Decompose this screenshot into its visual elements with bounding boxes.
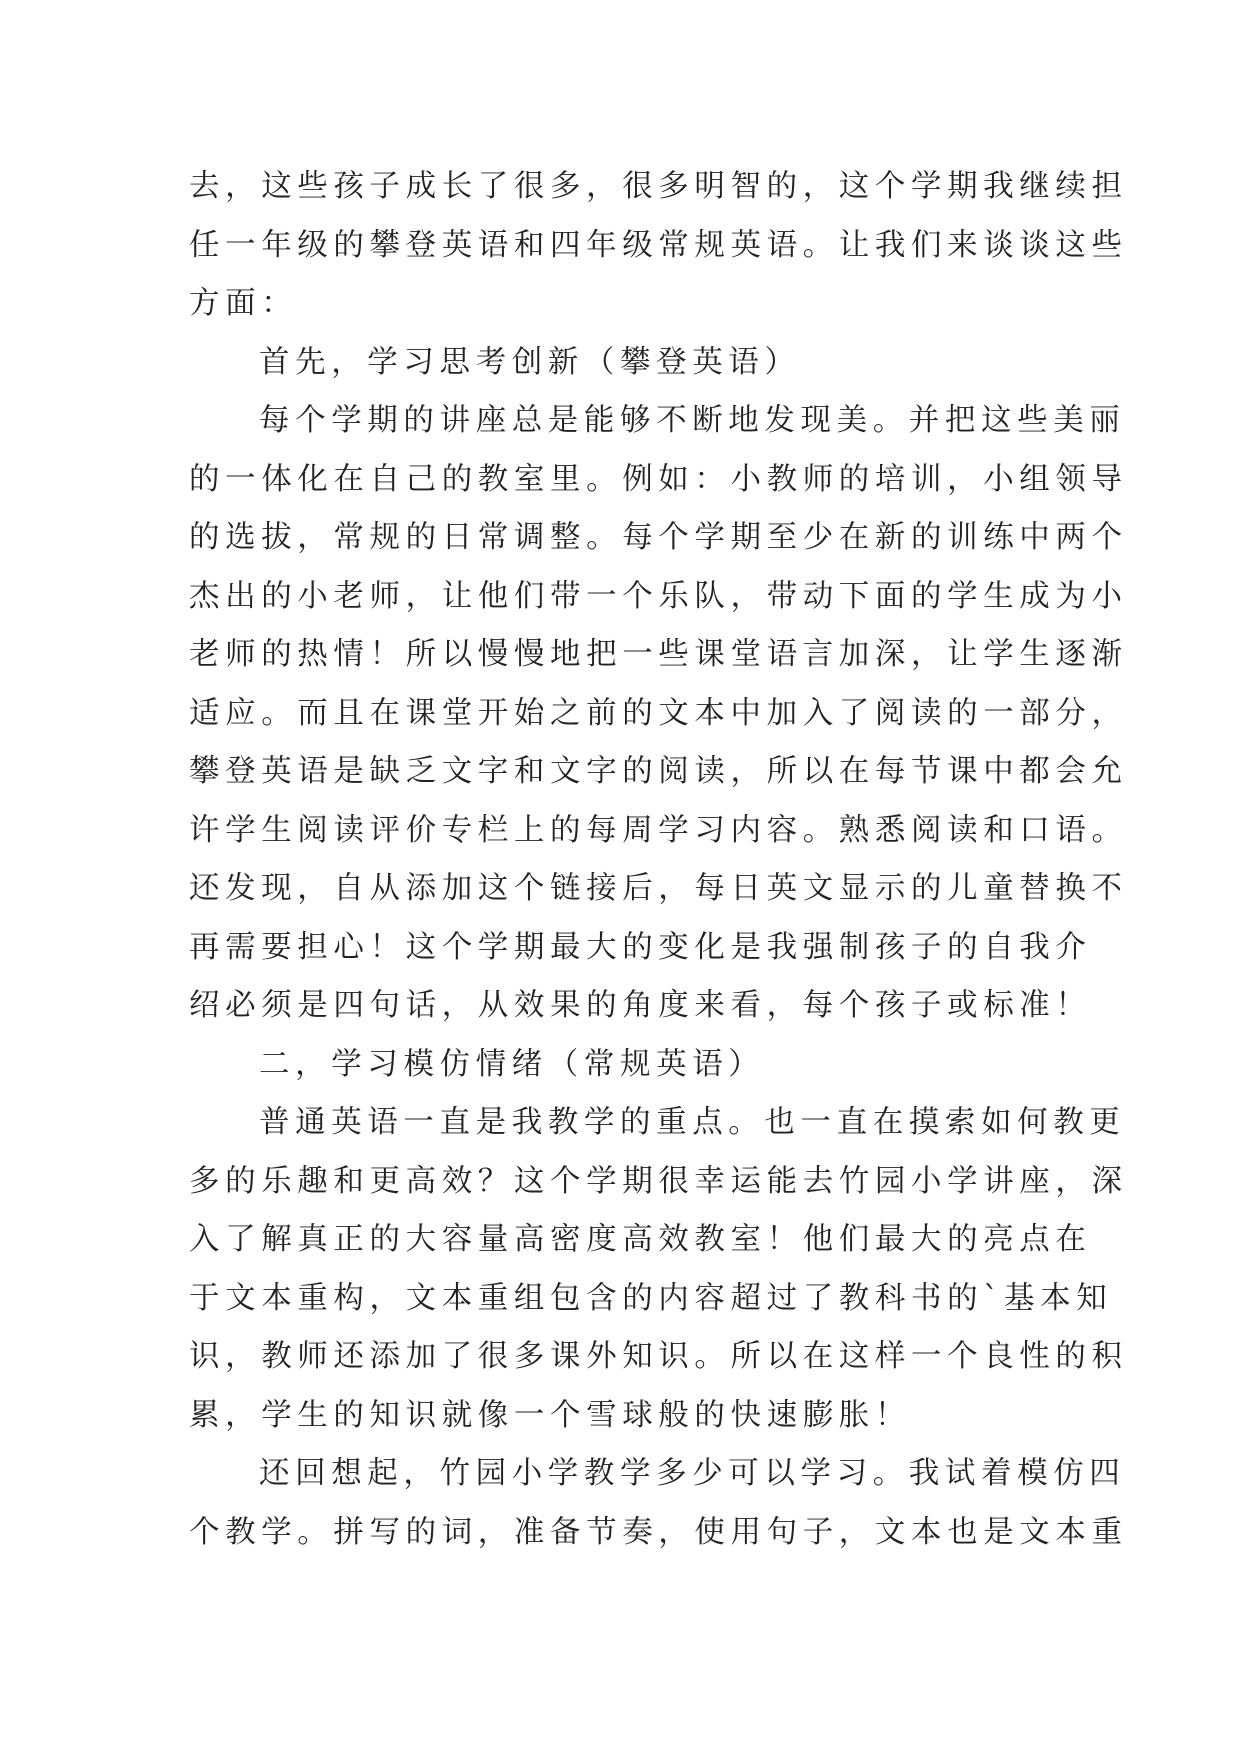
text-line: 攀登英语是缺乏文字和文字的阅读，所以在每节课中都会允 <box>189 754 1128 789</box>
text-line: 再需要担心！这个学期最大的变化是我强制孩子的自我介 <box>189 929 1092 965</box>
text-line: 去，这些孩子成长了很多，很多明智的，这个学期我继续担 <box>189 169 1128 204</box>
text-line: 入了解真正的大容量高密度高效教室！他们最大的亮点在 <box>189 1222 1092 1257</box>
text-line: 老师的热情！所以慢慢地把一些课堂语言加深，让学生逐渐 <box>189 637 1128 672</box>
text-line: 多的乐趣和更高效？这个学期很幸运能去竹园小学讲座，深 <box>189 1163 1128 1199</box>
text-line: 还发现，自从添加这个链接后，每日英文显示的儿童替换不 <box>189 871 1128 906</box>
text-line: 每个学期的讲座总是能够不断地发现美。并把这些美丽 <box>259 403 1126 438</box>
text-line: 方面： <box>189 286 298 321</box>
text-line: 于文本重构，文本重组包含的内容超过了教科书的`基本知 <box>189 1280 1113 1316</box>
text-line: 杰出的小老师，让他们带一个乐队，带动下面的学生成为小 <box>189 578 1128 614</box>
text-line: 的选拔，常规的日常调整。每个学期至少在新的训练中两个 <box>189 520 1128 555</box>
text-line: 适应。而且在课堂开始之前的文本中加入了阅读的一部分， <box>189 695 1128 731</box>
section-heading-second: 二，学习模仿情绪（常规英语） <box>259 1046 765 1082</box>
document-body <box>189 158 1128 1562</box>
text-line: 许学生阅读评价专栏上的每周学习内容。熟悉阅读和口语。 <box>189 812 1128 848</box>
section-heading-first: 首先，学习思考创新（攀登英语） <box>259 344 801 380</box>
text-line: 个教学。拼写的词，准备节奏，使用句子，文本也是文本重 <box>189 1514 1128 1550</box>
text-line: 普通英语一直是我教学的重点。也一直在摸索如何教更 <box>259 1105 1126 1140</box>
text-line: 还回想起，竹园小学教学多少可以学习。我试着模仿四 <box>259 1456 1126 1491</box>
text-line: 识，教师还添加了很多课外知识。所以在这样一个良性的积 <box>189 1339 1128 1374</box>
text-line: 任一年级的攀登英语和四年级常规英语。让我们来谈谈这些 <box>189 227 1128 263</box>
text-line: 的一体化在自己的教室里。例如：小教师的培训，小组领导 <box>189 461 1128 497</box>
text-line: 累，学生的知识就像一个雪球般的快速膨胀！ <box>189 1397 911 1433</box>
text-line: 绍必须是四句话，从效果的角度来看，每个孩子或标准！ <box>189 988 1092 1023</box>
